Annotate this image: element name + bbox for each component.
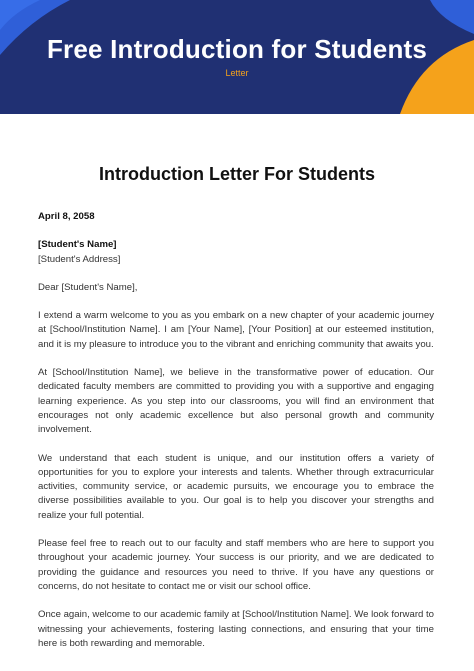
recipient-block bbox=[38, 238, 434, 267]
paragraph: We understand that each student is unique, and our institution offers a variety of opportunities for you to explore your interests and talents. Whether through extracurricular activities, community service, or academic pursuits, we encourage you to embrace the diverse possibilities available to you. Our goal is to help you discover your strengths and realize your full potential. bbox=[38, 452, 434, 521]
banner-subtitle: Letter bbox=[225, 68, 249, 78]
paragraph: Once again, welcome to our academic family at [School/Institution Name]. We look forward to witnessing your achievements, fostering lasting connections, and ensuring that your time here is both rewarding and memorable. bbox=[38, 609, 435, 649]
paragraph: Please feel free to reach out to our faculty and staff members who are here to support you throughout your academic journey. Your success is our priority, and we are dedicated to providing the guidance and resources you need to thrive. If you have any questions or concerns, do not hesitate to contact me or visit our school office. bbox=[38, 538, 434, 592]
recipient-name: [Student's Name] bbox=[38, 239, 117, 251]
salutation: Dear [Student's Name], bbox=[38, 281, 138, 293]
paragraph: At [School/Institution Name], we believe in the transformative power of education. Our dedicated faculty members are committed to providing you with a supportive and engaging learning experience. As you step into our classrooms, you will find an environment that encourages not only academic excellence but also personal growth and community involvement. bbox=[38, 367, 434, 436]
paragraph: I extend a warm welcome to you as you embark on a new chapter of your academic journey at [School/Institution Name]. I am [Your Name], [Your Position] at our esteemed institution, and it is my pleasure to introduce you to the vibrant and enriching community that awaits you. bbox=[38, 310, 434, 350]
letter-body bbox=[38, 210, 434, 665]
header-banner bbox=[0, 0, 474, 114]
letter-title: Introduction Letter For Students bbox=[99, 164, 375, 184]
letter-date: April 8, 2058 bbox=[38, 211, 95, 222]
recipient-address: [Student's Address] bbox=[38, 253, 121, 265]
banner-title: Free Introduction for Students bbox=[46, 34, 428, 64]
